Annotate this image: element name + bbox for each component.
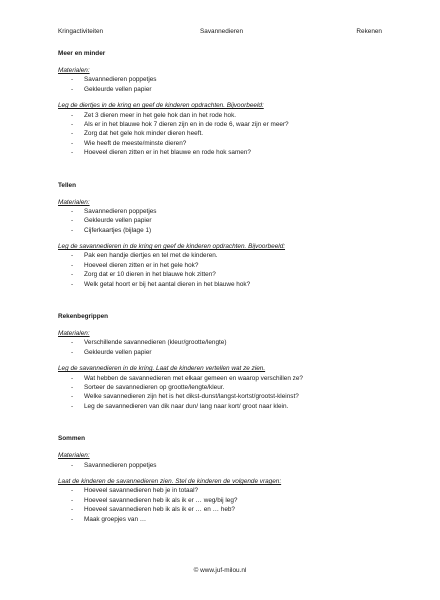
task-item: - Sorteer de savannedieren op grootte/lengte/kleur.	[58, 383, 388, 392]
page-header	[58, 27, 382, 37]
section-title: Rekenbegrippen	[58, 313, 109, 321]
materials-item: - Gekleurde vellen papier	[58, 216, 388, 225]
materials-item: - Gekleurde vellen papier	[58, 348, 388, 357]
section	[58, 434, 388, 524]
materials-list	[58, 75, 388, 94]
section-title: Sommen	[58, 435, 85, 443]
materials-item: - Savannedieren poppetjes	[58, 207, 388, 216]
materials-item: - Gekleurde vellen papier	[58, 85, 388, 94]
section	[58, 312, 388, 411]
section-title: Tellen	[58, 181, 76, 189]
header-theme: Savannedieren	[200, 28, 243, 35]
materials-item: - Savannedieren poppetjes	[58, 461, 388, 470]
task-item: - Zorg dat er 10 dieren in het blauwe hok zitten?	[58, 270, 388, 279]
task-item: - Hoeveel savannedieren heb je in totaal?	[58, 486, 388, 495]
task-list	[58, 486, 388, 524]
task-list	[58, 374, 388, 412]
materials-item: - Cijferkaartjes (bijlage 1)	[58, 226, 388, 235]
section	[58, 49, 388, 158]
footer-copyright: © www.juf-milou.nl	[193, 567, 247, 574]
materials-heading: Materialen:	[58, 452, 90, 460]
worksheet-content	[58, 49, 388, 547]
materials-item: - Verschillende savannedieren (kleur/grootte/lengte)	[58, 338, 388, 347]
task-item: - Hoeveel dieren zitten er in het gele hok?	[58, 261, 388, 270]
task-item: - Wat hebben de savannedieren met elkaar gemeen en waarop verschillen ze?	[58, 374, 388, 383]
instruction-heading: Leg de diertjes in de kring en geef de kinderen opdrachten. Bijvoorbeeld:	[58, 102, 264, 110]
section	[58, 181, 388, 290]
instruction-heading: Leg de savannedieren in de kring en geef de kinderen opdrachten. Bijvoorbeeld:	[58, 243, 286, 251]
task-item: - Hoeveel savannedieren heb ik als ik er … en … heb?	[58, 505, 388, 514]
task-item: - Welk getal hoort er bij het aantal dieren in het blauwe hok?	[58, 280, 388, 289]
task-item: - Zet 3 dieren meer in het gele hok dan in het rode hok.	[58, 111, 388, 120]
instruction-heading: Leg de savannedieren in de kring. Laat de kinderen vertellen wat ze zien.	[58, 365, 266, 373]
task-item: - Hoeveel dieren zitten er in het blauwe en rode hok samen?	[58, 148, 388, 157]
section-title: Meer en minder	[58, 50, 106, 57]
task-item: - Welke savannedieren zijn het is het dikst-dunst/langst-kortst/grootst-kleinst?	[58, 392, 388, 401]
header-category: Kringactiviteiten	[58, 28, 104, 35]
task-item: - Leg de savannedieren van dik naar dun/ lang naar kort/ groot naar klein.	[58, 402, 388, 411]
task-item: - Pak een handje diertjes en tel met de kinderen.	[58, 251, 388, 260]
materials-heading: Materialen:	[58, 198, 90, 206]
task-list	[58, 251, 388, 289]
materials-heading: Materialen:	[58, 330, 90, 338]
task-item: - Wie heeft de meeste/minste dieren?	[58, 139, 388, 148]
materials-heading: Materialen:	[58, 67, 90, 74]
materials-list	[58, 207, 388, 235]
materials-item: - Savannedieren poppetjes	[58, 75, 388, 84]
instruction-heading: Laat de kinderen de savannedieren zien. Stel de kinderen de volgende vragen:	[58, 477, 282, 485]
header-subject: Rekenen	[356, 28, 382, 35]
task-item: - Als er in het blauwe hok 7 dieren zijn en in de rode 6, waar zijn er meer?	[58, 120, 388, 129]
task-list	[58, 111, 388, 158]
task-item: - Hoeveel savannedieren heb ik als ik er … weg/bij leg?	[58, 496, 388, 505]
materials-list	[58, 461, 388, 470]
task-item: - Maak groepjes van …	[58, 515, 388, 524]
materials-list	[58, 338, 388, 357]
task-item: - Zorg dat het gele hok minder dieren heeft.	[58, 129, 388, 138]
